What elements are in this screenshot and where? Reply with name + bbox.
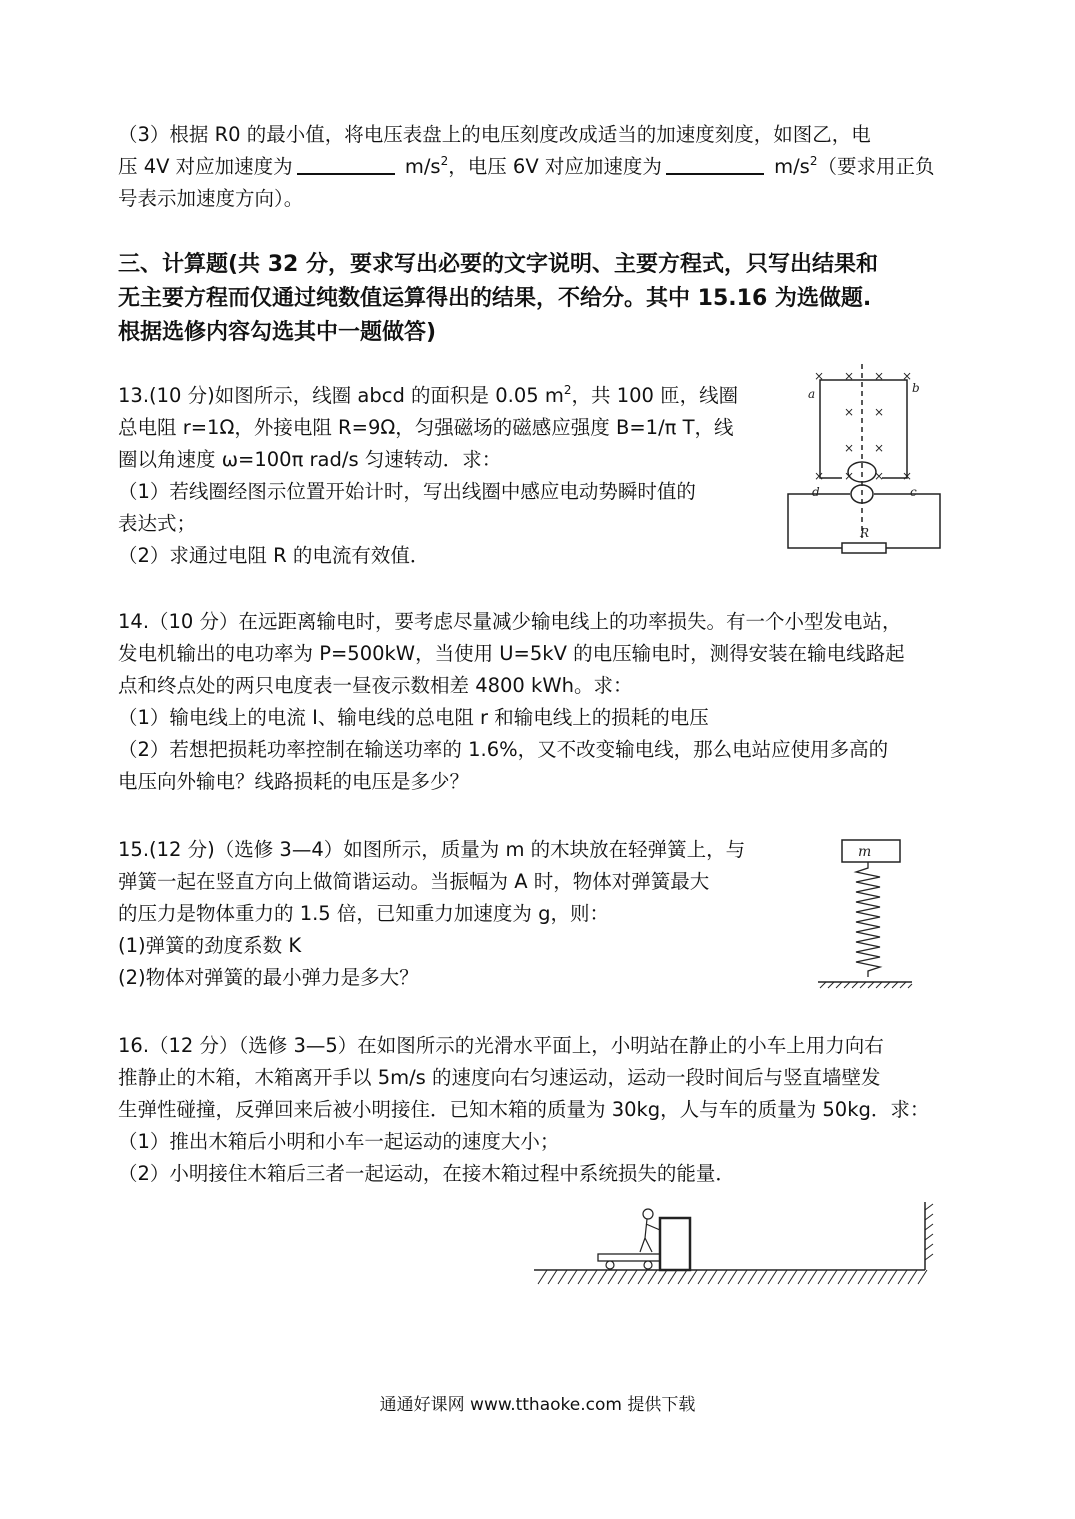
q12-line2: 压 4V 对应加速度为 $m/s^2$，电压 6V 对应加速度为 $m/s^2$（要求用正负 xyxy=(118,154,935,178)
spring-block-figure xyxy=(810,834,920,994)
q14-text: 14.（10 分）在远距离输电时，要考虑尽量减少输电线上的功率损失。有一个小型发电站， 发电机输出的电功率为 P=500kW，当使用 U=5kV 的电压输电时，测得安装在输电线路起 点和终点处的两只电度表一昼夜示数相差 4800 kWh。求： （1）输电线上的电流 I、输电线的总电阻 r 和输电线上的损耗的电压 （2）若想把损耗功率控制在输送功率的 1.6%，又不改变输电线，那么电站应使用多高的 电压向外输电？线路损耗的电压是多少？ xyxy=(118,610,905,793)
q12-line3: 号表示加速度方向）。 xyxy=(118,187,304,210)
field-x-mark: × xyxy=(874,369,885,383)
field-x-mark: × xyxy=(902,369,913,383)
field-x-mark: × xyxy=(844,441,855,455)
coil-circuit-figure xyxy=(780,362,950,558)
label-a: a xyxy=(808,387,816,401)
field-x-mark: × xyxy=(844,369,855,383)
q16-text: 16.（12 分）（选修 3—5）在如图所示的光滑水平面上，小明站在静止的小车上用力向右 推静止的木箱，木箱离开手以 5m/s 的速度向右匀速运动，运动一段时间后与竖直墙壁发 生弹性碰撞，反弹回来后被小明接住．已知木箱的质量为 30kg，人与车的质量为 50kg．求： （1）推出木箱后小明和小车一起运动的速度大小； （2）小明接住木箱后三者一起运动，在接木箱过程中系统损失的能量． xyxy=(118,1034,930,1185)
label-R: R xyxy=(860,526,870,540)
label-d: d xyxy=(812,485,820,499)
field-x-mark: × xyxy=(874,405,885,419)
q12-line1: （3）根据 R0 的最小值，将电压表盘上的电压刻度改成适当的加速度刻度，如图乙，电 xyxy=(118,123,871,146)
field-x-mark: × xyxy=(902,469,913,483)
field-x-mark: × xyxy=(844,405,855,419)
answer-blank-6v[interactable] xyxy=(666,153,764,175)
field-x-mark: × xyxy=(844,469,855,483)
section3-line2: 无主要方程而仅通过纯数值运算得出的结果，不给分。其中 15.16 为选做题. xyxy=(118,286,872,311)
q15-text: 15.(12 分)（选修 3—4）如图所示，质量为 m 的木块放在轻弹簧上，与 弹簧一起在竖直方向上做简谐运动。当振幅为 A 时，物体对弹簧最大 的压力是物体重力的 1.5 倍，已知重力加速度为 g，则： (1)弹簧的劲度系数 K (2)物体对弹簧的最小弹力是多大？ xyxy=(118,838,746,989)
q12-part3 xyxy=(118,119,934,215)
q13-text: 13.(10 分)如图所示，线圈 abcd 的面积是 0.05 $m^2$，共 100 匝，线圈 总电阻 r=1Ω，外接电阻 R=9Ω，匀强磁场的磁感应强度 B=1/π T，线 圈以角速度 ω=100π rad/s 匀速转动．求： （1）若线圈经图示位置开始计时，写出线圈中感应电动势瞬时值的 表达式； （2）求通过电阻 R 的电流有效值． xyxy=(118,383,739,567)
section3-line1: 三、计算题(共 32 分，要求写出必要的文字说明、主要方程式，只写出结果和 xyxy=(118,252,878,277)
answer-blank-4v[interactable] xyxy=(297,153,395,175)
section3-line3: 根据选修内容勾选其中一题做答) xyxy=(118,320,437,345)
footer-credit: 通通好课网 www.tthaoke.com 提供下载 xyxy=(379,1395,696,1415)
section3-heading xyxy=(118,248,878,350)
label-b: b xyxy=(912,381,920,395)
field-x-mark: × xyxy=(814,369,825,383)
mass-label: m xyxy=(858,844,872,860)
label-c: c xyxy=(910,485,917,499)
field-x-mark: × xyxy=(814,469,825,483)
field-x-mark: × xyxy=(874,469,885,483)
cart-box-wall-figure xyxy=(530,1200,955,1300)
field-x-mark: × xyxy=(874,441,885,455)
